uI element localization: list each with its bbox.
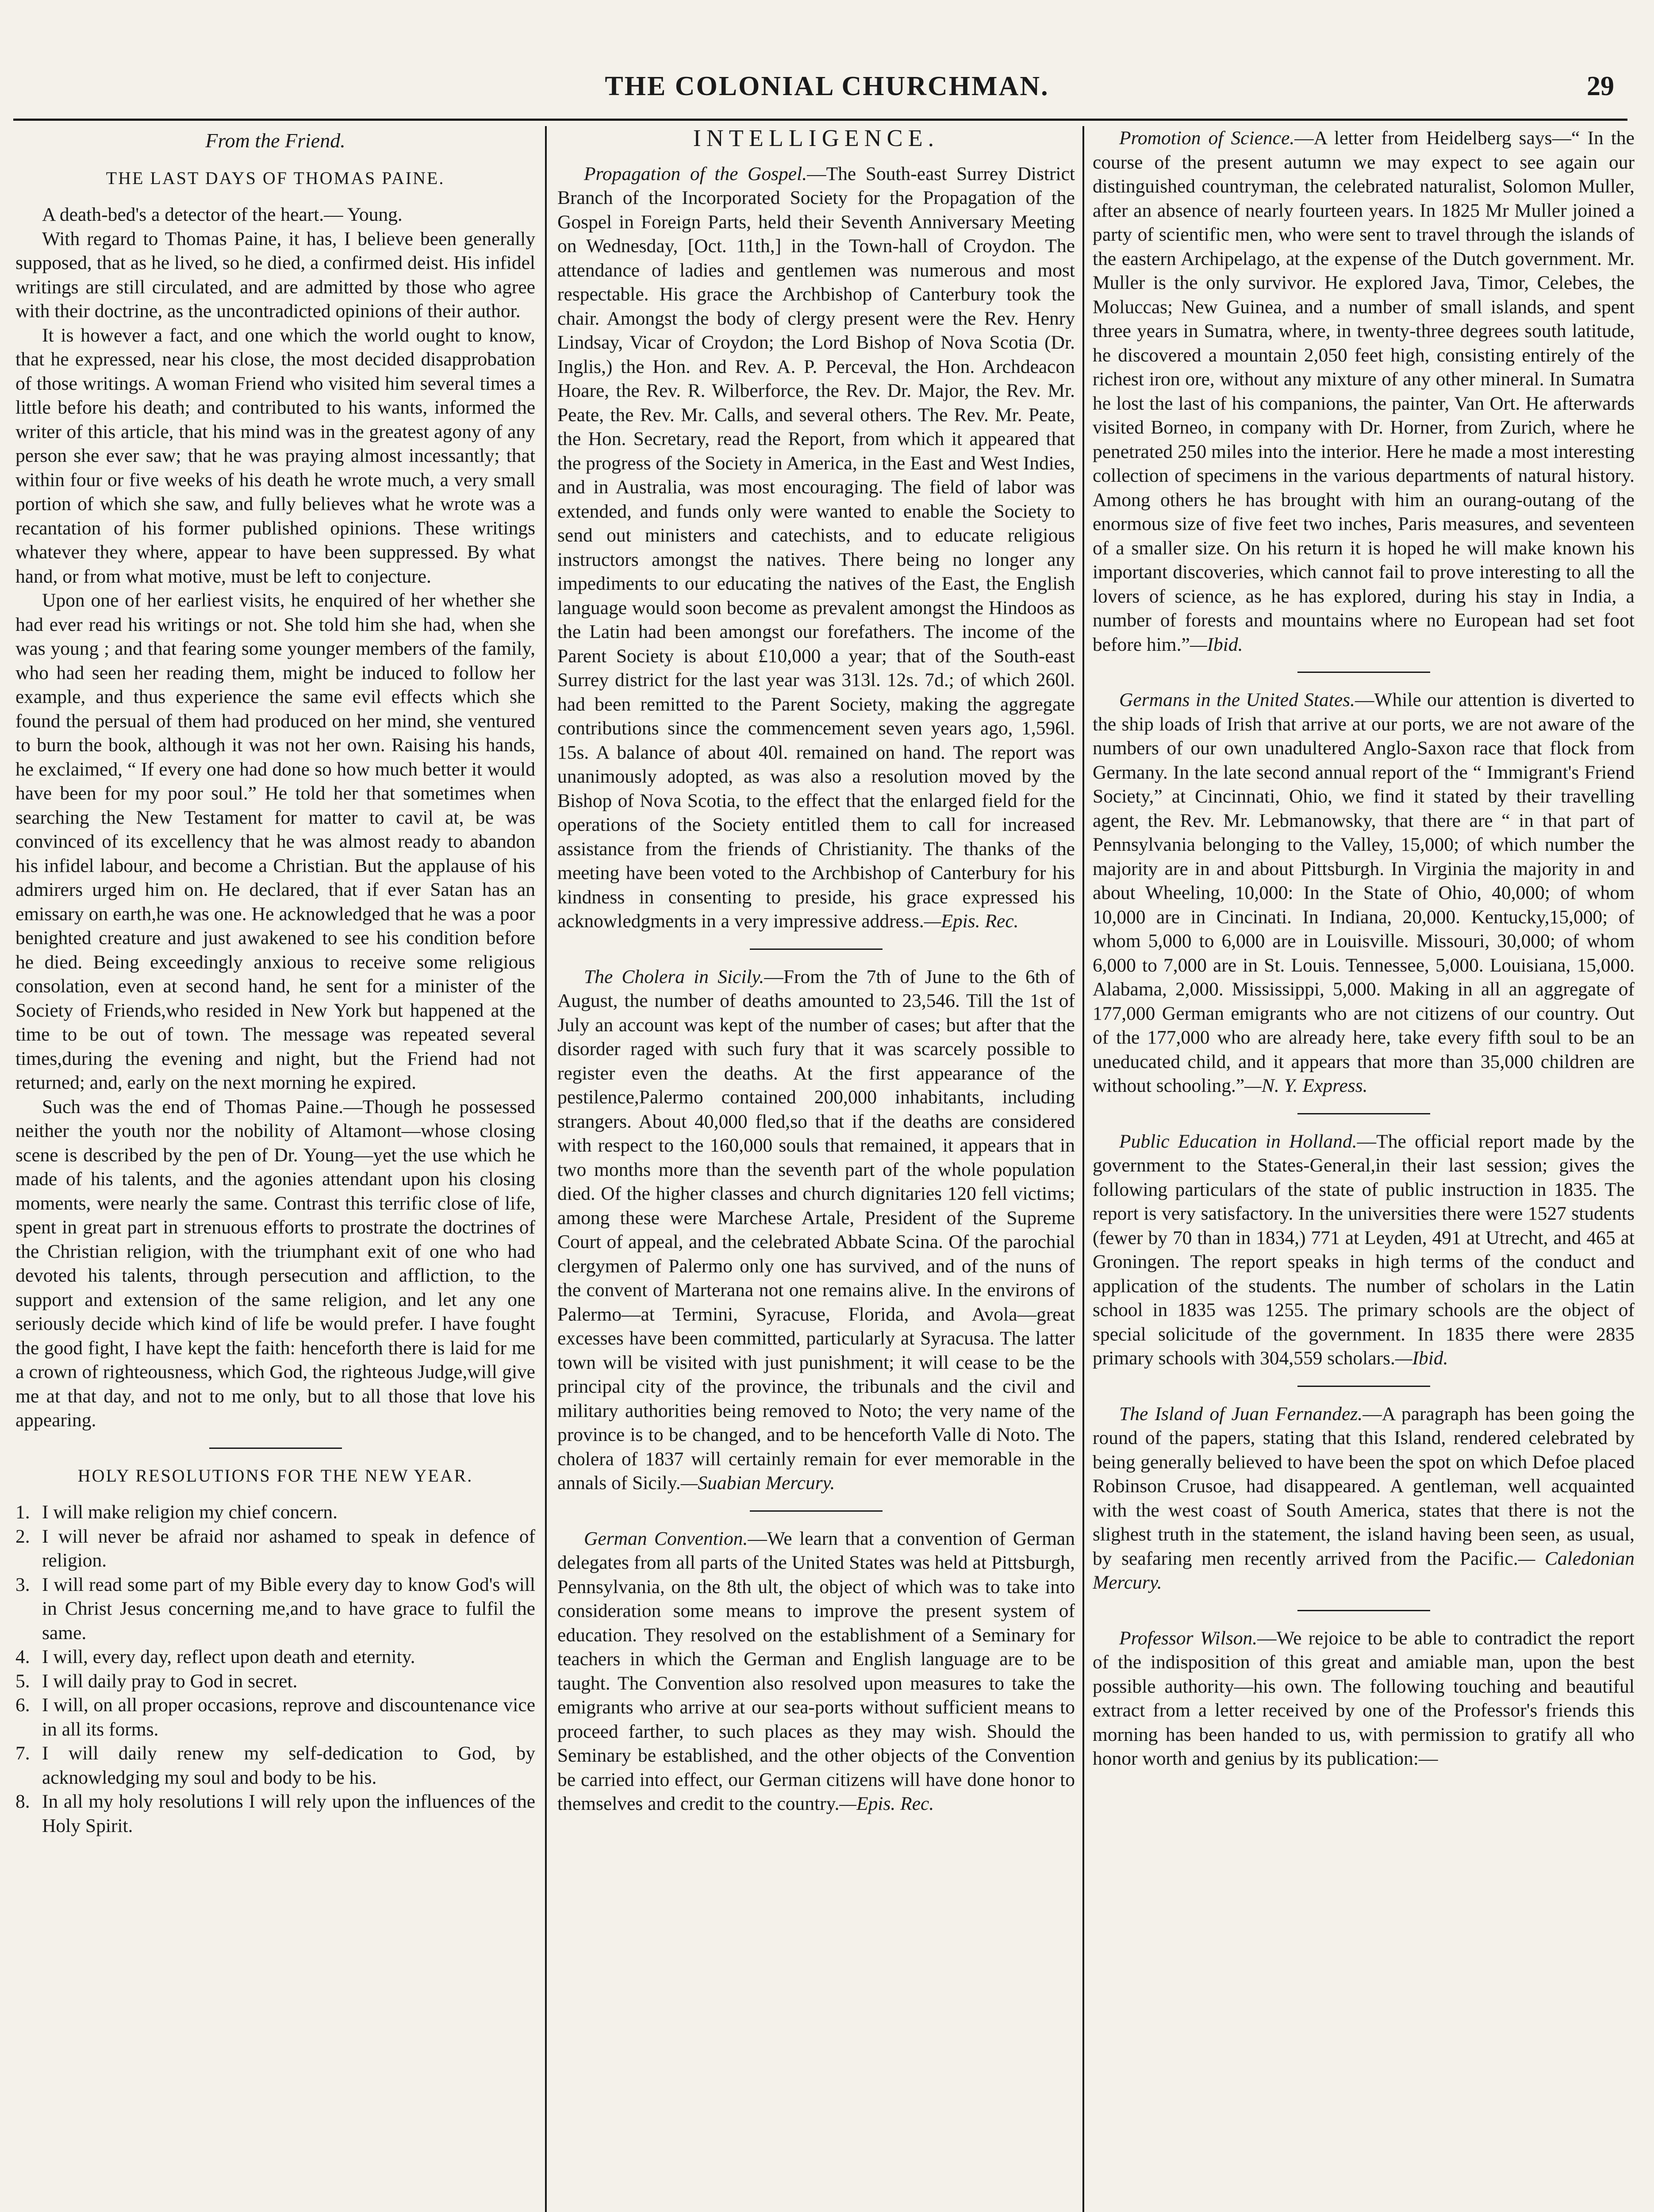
article-body: —While our attention is diverted to the ship loads of Irish that arrive at our ports, we are not aware of the numbers of our own unadultered Anglo-Saxon race that flock from Germany. In the late second annual report of the “ Immigrant's Friend Society,” at Cincinnati, Ohio, we find it stated by their travelling agent, the Rev. Mr. Lebmanowsky, that there are “ in that part of Pennsylvania belonging to the Valley, 15,000; of which number the majority are in and about Pittsburgh. In Virginia the majority in and about Wheeling, 10,000: In the State of Ohio, 40,000; of whom 10,000 are in Cincinati. In Indiana, 20,000. Kentucky,15,000; of whom 5,000 to 6,000 are in Louisville. Missouri, 30,000; of whom 6,000 to 7,000 are in St. Louis. Tennessee, 5,000. Louisiana, 15,000. Alabama, 2,000. Mississippi, 5,000. Making in all an aggregate of 177,000 German emigrants who are not citizens of our country. Out of the 177,000 who are already here, take every fifth soul to be an uneducated child, and it appears that more than 35,000 children are without schooling.” <box>1093 689 1635 1096</box>
article-headline: The Island of Juan Fernandez. <box>1119 1403 1363 1425</box>
column-right <box>1093 126 1635 2212</box>
resolution-text: I will make religion my chief concern. <box>42 1502 338 1523</box>
article-divider <box>1297 1113 1430 1114</box>
article-divider <box>1297 1610 1430 1611</box>
article-headline: Professor Wilson. <box>1119 1627 1258 1649</box>
article-body: —A paragraph has been going the round of the papers, stating that this Island, rendered celebrated by being generally believed to have been the spot on which Defoe placed Robinson Crusoe, had disappeared. A gentleman, well acquainted with the west coast of South America, states that there is not the slighest truth in the statement, the island having been seen, as usual, by seafaring men recently arrived from the Pacific. <box>1093 1403 1635 1569</box>
article-headline: German Convention. <box>584 1528 748 1549</box>
news-article <box>557 965 1075 1495</box>
article-title: THE LAST DAYS OF THOMAS PAINE. <box>106 168 445 188</box>
resolutions-list <box>15 1500 535 1838</box>
article-body: —The South-east Surrey District Branch of the Incorporated Society for the Propagation of the Gospel in Foreign Parts, held their Seventh Anniversary Meeting on Wednesday, [Oct. 11th,] in the Town-hall of Croydon. The attendance of ladies and gentlemen was numerous and most respectable. His grace the Archbishop of Canterbury took the chair. Amongst the body of clergy present were the Rev. Henry Lindsay, Vicar of Croydon; the Lord Bishop of Nova Scotia (Dr. Inglis,) the Hon. and Rev. A. P. Perceval, the Hon. Archdeacon Hoare, the Rev. R. Wilberforce, the Rev. Dr. Major, the Rev. Mr. Peate, the Rev. Mr. Calls, and several others. The Rev. Mr. Peate, the Hon. Secretary, read the Report, from which it appeared that the progress of the Society in America, in the East and West Indies, and in Australia, was most encouraging. The field of labor was extended, and funds only were wanted to enable the Society to send out ministers and catechists, and to educate religious instructors amongst the natives. There being no longer any impediments to our educating the natives of the East, the English language would soon become as prevalent amongst the Hindoos as the Latin had been amongst our forefathers. The income of the Parent Society is about £10,000 a year; that of the South-east Surrey district for the last year was 313l. 12s. 7d.; of which 260l. had been remitted to the Parent Society, making the aggregate contributions since the commencement seven years ago, 1,596l. 15s. A balance of about 40l. remained on hand. The report was unanimously adopted, as was also a resolution moved by the Bishop of Nova Scotia, to the effect that the enlarged field for the operations of the Society entitled them to call for increased assistance from the friends of Christianity. The thanks of the meeting have been voted to the Archbishop of Canterbury for his kindness in consenting to preside, his grace expressed his acknowledgments in a very impressive address. <box>557 163 1075 932</box>
section-heading: INTELLIGENCE. <box>693 126 940 151</box>
article-body: —From the 7th of June to the 6th of August, the number of deaths amounted to 23,546. Till the 1st of July an account was kept of the number of cases; but after that the disorder raged with such fury that it was scarcely possible to register even the deaths. At the first appearance of the pestilence,Palermo contained 200,000 inhabitants, including strangers. About 40,000 fled,so that if the deaths are considered with respect to the 160,000 souls that remained, it appears that in two months more than the seventh part of the whole population died. Of the higher classes and church dignitaries 120 fell victims; among these were Marchese Artale, President of the Supreme Court of appeal, and the celebrated Abbate Scina. Of the parochial clergymen of Palermo only one has survived, and of the nuns of the convent of Marterana not one remains alive. In the environs of Palermo—at Termini, Syracuse, Florida, and Avola—great excesses have been committed, particularly at Syracusa. The latter town will be visited with just punishment; it will cease to be the principal city of the province, the tribunals and the civil and military authorities being removed to Noto; the very name of the province is to be changed, and to be henceforth Valle di Noto. The cholera of 1837 will certainly remain for ever memorable in the annals of Sicily. <box>557 966 1075 1494</box>
resolution-text: I will, every day, reflect upon death and eternity. <box>42 1646 415 1667</box>
article-headline: Propagation of the Gospel. <box>584 163 807 184</box>
resolution-item <box>15 1645 535 1669</box>
page-number: 29 <box>1587 71 1614 101</box>
resolution-number: 7. <box>15 1743 30 1764</box>
article-paragraph: Such was the end of Thomas Paine.—Though he possessed neither the youth nor the nobility of Altamont—whose closing scene is described by the pen of Dr. Young—yet the use which he made of his talents, and the agonies attendant upon his closing moments, were nearly the same. Contrast this terrific close of life, spent in great part in strenuous efforts to prostrate the doctrines of the Christian religion, with the triumphant exit of one who had devoted his talents, through persecution and affliction, to the support and extension of the same religion, and let any one seriously decide which kind of life be would prefer. I have fought the good fight, I have kept the faith: henceforth there is laid for me a crown of righteousness, which God, the righteous Judge,will give me at that day, and not to me only, but to all those that love his appearing. <box>15 1096 535 1431</box>
news-article <box>1093 1129 1635 1371</box>
resolution-number: 8. <box>15 1791 30 1812</box>
article-divider <box>1297 1386 1430 1387</box>
masthead: THE COLONIAL CHURCHMAN. <box>605 71 1049 101</box>
resolution-text: I will read some part of my Bible every day to know God's will in Christ Jesus concerning me,and to have grace to fulfil the same. <box>42 1574 535 1644</box>
article-body: —We learn that a convention of German delegates from all parts of the United States was held at Pittsburgh, Pennsylvania, on the 8th ult, the object of which was to take into consideration some means to improve the present system of education. They resolved on the establishment of a Seminary for teachers in which the German and English language are to be taught. The Convention also resolved upon measures to take the emigrants who arrive at our sea-ports without sufficient means to proceed farther, to such places as they may wish. Should the Seminary be established, and the other objects of the Convention be carried into effect, our German citizens will have done honor to themselves and credit to the country. <box>557 1528 1075 1814</box>
column-rule-left <box>545 126 547 2212</box>
news-article <box>1093 688 1635 1098</box>
article-source: —Ibid. <box>1395 1348 1448 1369</box>
news-article <box>1093 126 1635 657</box>
resolution-item <box>15 1790 535 1838</box>
resolution-text: I will daily pray to God in secret. <box>42 1670 298 1692</box>
column-middle <box>557 126 1075 2212</box>
article-body: —We rejoice to be able to contradict the report of the indisposition of this great and amiable man, upon the best possible authority—his own. The following touching and beautiful extract from a letter received by one of the Professor's friends this morning has been handed to us, with permission to gratify all who honor worth and genius by its publication:— <box>1093 1627 1635 1769</box>
news-article <box>557 1527 1075 1816</box>
resolution-text: I will never be afraid nor ashamed to speak in defence of religion. <box>42 1525 535 1571</box>
article-source: —Epis. Rec. <box>924 910 1019 932</box>
news-article <box>1093 1626 1635 1771</box>
article-divider <box>1297 672 1430 673</box>
article-divider <box>750 949 883 950</box>
resolution-text: I will, on all proper occasions, reprove and discountenance vice in all its forms. <box>42 1694 535 1740</box>
article-source: —N. Y. Express. <box>1244 1075 1368 1096</box>
article-body: —A letter from Heidelberg says—“ In the course of the present autumn we may expect to see again our distinguished countryman, the celebrated naturalist, Solomon Muller, after an absence of nearly fourteen years. In 1825 Mr Muller joined a party of scientific men, who were sent to travel through the islands of the eastern Archipelago, at the expense of the Dutch government. Mr. Muller is the only survivor. He explored Java, Timor, Celebes, the Moluccas; New Guinea, and a number of small islands, and spent three years in Sumatra, where, in twenty-three degrees south latitude, he discovered a mountain 2,050 feet high, consisting entirely of the richest iron ore, without any mixture of any other mineral. In Sumatra he lost the last of his companions, the painter, Van Ort. He afterwards visited Borneo, in company with Dr. Horner, from Zurich, where he penetrated 250 miles into the interior. Here he made a most interesting collection of specimens in the various departments of natural history. Among others he has brought with him an ourang-outang of the enormous size of five feet two inches, Paris measures, and seventeen of a smaller size. On his return it is hoped he will make known his important discoveries, which cannot fail to prove interesting to all the lovers of science, as he has explored, during his stay in India, a number of forests and mountains where no European had set foot before him.” <box>1093 127 1635 655</box>
resolution-item <box>15 1741 535 1790</box>
article-paragraph: With regard to Thomas Paine, it has, I believe been generally supposed, that as he lived, so he died, a confirmed deist. His infidel writings are still circulated, and are admitted by those who agree with their doctrine, as the uncontradicted opinions of their author. <box>15 228 535 322</box>
resolution-number: 2. <box>15 1525 30 1547</box>
news-article <box>1093 1402 1635 1595</box>
column-left <box>15 126 535 2212</box>
resolution-item <box>15 1669 535 1694</box>
article-headline: The Cholera in Sicily. <box>584 966 764 987</box>
resolution-item <box>15 1693 535 1741</box>
article-source-line: From the Friend. <box>205 129 345 152</box>
article-headline: Public Education in Holland. <box>1119 1130 1357 1152</box>
article-body: —The official report made by the government to the States-General,in their last session; gives the following particulars of the state of public instruction in 1835. The report is very satisfactory. In the universities there were 1527 students (fewer by 70 than in 1834,) 771 at Leyden, 491 at Utrecht, and 465 at Groningen. The report speaks in high terms of the conduct and application of the students. The number of scholars in the Latin school in 1835 was 1255. The primary schools are the object of special solicitude of the government. In 1835 there were 2835 primary schools with 304,559 scholars. <box>1093 1130 1635 1369</box>
resolution-number: 6. <box>15 1694 30 1716</box>
resolution-text: In all my holy resolutions I will rely upon the influences of the Holy Spirit. <box>42 1791 535 1836</box>
resolution-item <box>15 1573 535 1645</box>
article-source: — Caledonian Mercury. <box>1093 1548 1635 1593</box>
header-rule <box>13 119 1627 121</box>
article-source: —Ibid. <box>1190 634 1243 655</box>
column-rule-right <box>1082 126 1084 2212</box>
article-divider <box>750 1510 883 1512</box>
resolutions-title: HOLY RESOLUTIONS FOR THE NEW YEAR. <box>77 1465 473 1486</box>
article-source: —Suabian Mercury. <box>680 1472 835 1494</box>
section-divider <box>209 1448 342 1449</box>
epigraph: A death-bed's a detector of the heart.— Young. <box>42 204 403 225</box>
resolution-item <box>15 1500 535 1525</box>
news-article <box>557 162 1075 933</box>
resolution-number: 5. <box>15 1670 30 1692</box>
article-source: —Epis. Rec. <box>839 1793 934 1814</box>
resolution-number: 3. <box>15 1574 30 1595</box>
resolution-text: I will daily renew my self-dedication to God, by acknowledging my soul and body to be his. <box>42 1743 535 1788</box>
resolution-item <box>15 1525 535 1573</box>
article-headline: Germans in the United States. <box>1119 689 1355 710</box>
running-head <box>0 71 1654 111</box>
article-paragraph: Upon one of her earliest visits, he enquired of her whether she had ever read his writings or not. She told him she had, when she was young ; and that fearing some younger members of the family, who had seen her reading them, might be induced to follow her example, and thus experience the same evil effects which she found the persual of them had produced on her mind, she ventured to burn the book, although it was not her own. Raising his hands, he exclaimed, “ If every one had done so how much better it would have been for my poor soul.” He told her that sometimes when searching the New Testament for matter to cavil at, be was convinced of its excellency that he was almost ready to abandon his infidel labour, and become a Christian. But the applause of his admirers urged him on. He declared, that if ever Satan has an emissary on earth,he was one. He acknowledged that he was a poor benighted creature and just awakened to see his condition before he died. Being exceedingly anxious to receive some religious consolation, even at second hand, he sent for a minister of the Society of Friends,who resided in New York but happened at the time to be out of town. The message was repeated several times,during the evening and night, but the Friend had not returned; and, early on the next morning he expired. <box>15 590 535 1093</box>
article-paragraph: It is however a fact, and one which the world ought to know, that he expressed, near his close, the most decided disapprobation of those writings. A woman Friend who visited him several times a little before his death; and contributed to his wants, informed the writer of this article, that his mind was in the greatest agony of any person she ever saw; that he was praying almost incessantly; that within four or five weeks of his death he wrote much, a very small portion of which she saw, and fully believes what he wrote was a recantation of his former published opinions. These writings whatever they where, appear to have been suppressed. By what hand, or from what motive, must be left to conjecture. <box>15 324 535 587</box>
article-headline: Promotion of Science. <box>1119 127 1295 149</box>
resolution-number: 1. <box>15 1502 30 1523</box>
resolution-number: 4. <box>15 1646 30 1667</box>
